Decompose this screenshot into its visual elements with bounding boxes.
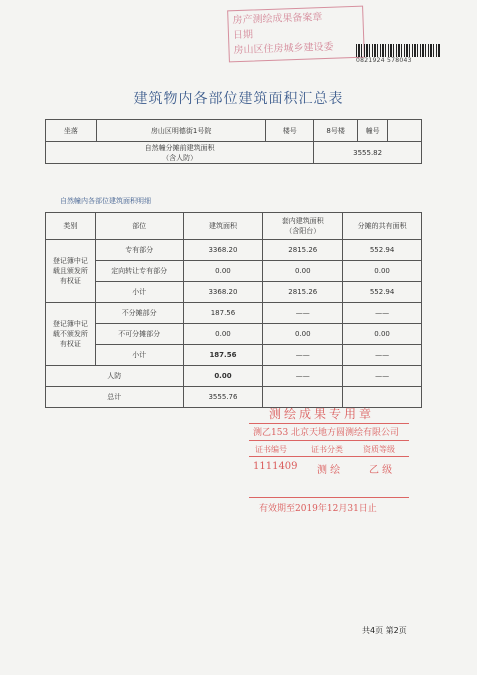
table-row: [46, 261, 422, 282]
cell-area: 0.00: [183, 324, 263, 345]
cell-area: 3368.20: [183, 282, 263, 303]
civil-defense-area: 0.00: [183, 366, 263, 387]
detail-title: 自然幢内各部位建筑面积明细: [60, 197, 151, 205]
filing-stamp-line3: 房山区住房城乡建设委: [233, 41, 334, 57]
table-row: [46, 282, 422, 303]
unit-label: 幢号: [358, 120, 388, 142]
filing-stamp: [227, 6, 365, 63]
unit-value: [388, 120, 422, 142]
barcode-bars: [356, 44, 440, 57]
group1-label-line1: 登记簿中记: [52, 257, 88, 265]
seal-divider: [249, 456, 409, 457]
cell-inner: ——: [263, 345, 343, 366]
cell-area: 3368.20: [183, 240, 263, 261]
seal-validity: 有效期至2019年12月31日止: [259, 504, 377, 514]
table-row: [46, 345, 422, 366]
cell-inner: 0.00: [263, 324, 343, 345]
header-inner-line2: （含阳台）: [285, 227, 321, 235]
total-area-label: [46, 142, 314, 164]
group2-label-line2: 载不颁发所: [52, 330, 88, 338]
filing-stamp-line2: 日期: [232, 29, 254, 42]
cell-inner: ——: [263, 303, 343, 324]
seal-divider: [249, 440, 409, 441]
seal-header-cert-type: 证书分类: [311, 445, 343, 454]
cell-area: 187.56: [183, 303, 263, 324]
cell-shared: 0.00: [343, 324, 422, 345]
header-area: 建筑面积: [183, 213, 263, 240]
header-inner-area: [263, 213, 343, 240]
cell-part: 定向转让专有部分: [95, 261, 183, 282]
location-label: 坐落: [46, 120, 97, 142]
header-shared-area: 分摊的共有面积: [343, 213, 422, 240]
seal-grade: 乙 级: [369, 465, 393, 476]
table-row: [46, 324, 422, 345]
cell-inner: 2815.26: [263, 240, 343, 261]
total-label: 总计: [46, 387, 184, 408]
cell-shared: 552.94: [343, 282, 422, 303]
cell-part: 不可分摊部分: [95, 324, 183, 345]
cell-area: 0.00: [183, 261, 263, 282]
group2-label: [46, 303, 96, 366]
cell-inner: 2815.26: [263, 282, 343, 303]
group1-label-line2: 载且颁发所: [52, 267, 88, 275]
barcode: [356, 44, 440, 64]
civil-defense-inner: ——: [263, 366, 343, 387]
cell-shared: ——: [343, 303, 422, 324]
cell-shared: 0.00: [343, 261, 422, 282]
total-area-value: 3555.82: [314, 142, 422, 164]
total-area-label-line2: （含人防）: [162, 153, 198, 162]
seal-divider: [249, 423, 409, 424]
group1-label-line3: 有权证: [59, 277, 81, 285]
cell-area: 187.56: [183, 345, 263, 366]
group1-label: [46, 240, 96, 303]
detail-table: [45, 212, 422, 408]
header-part: 部位: [95, 213, 183, 240]
cell-shared: ——: [343, 345, 422, 366]
building-label: 楼号: [266, 120, 314, 142]
info-table: [45, 119, 422, 164]
total-area-label-line1: 自然幢分摊前建筑面积: [144, 143, 215, 152]
cell-part: 不分摊部分: [95, 303, 183, 324]
seal-title: 测绘成果专用章: [269, 407, 375, 421]
cell-part: 小计: [95, 345, 183, 366]
cell-part: 专有部分: [95, 240, 183, 261]
group2-label-line3: 有权证: [59, 340, 81, 348]
table-row: [46, 240, 422, 261]
seal-cert-type: 测 绘: [317, 465, 341, 476]
seal-divider: [249, 497, 409, 498]
header-category: 类别: [46, 213, 96, 240]
filing-stamp-line1: 房产测绘成果备案章: [232, 12, 323, 27]
page-number: 共4页 第2页: [362, 626, 407, 635]
total-area: 3555.76: [183, 387, 263, 408]
seal-org: 测乙153 北京天地方圆测绘有限公司: [253, 428, 400, 438]
civil-defense-shared: ——: [343, 366, 422, 387]
building-value: 8号楼: [314, 120, 358, 142]
seal-header-cert-no: 证书编号: [255, 445, 287, 454]
cell-shared: 552.94: [343, 240, 422, 261]
cell-inner: 0.00: [263, 261, 343, 282]
table-row: [46, 366, 422, 387]
seal-cert-no: 1111409: [253, 461, 298, 472]
barcode-number: 0821924 578043: [356, 57, 412, 64]
group2-label-line1: 登记簿中记: [52, 320, 88, 328]
page-title: 建筑物内各部位建筑面积汇总表: [133, 91, 344, 107]
header-inner-line1: 套内建筑面积: [281, 217, 324, 225]
civil-defense-label: 人防: [46, 366, 184, 387]
seal-header-grade: 资质等级: [363, 445, 395, 454]
location-value: 房山区明德街1号院: [96, 120, 265, 142]
cell-part: 小计: [95, 282, 183, 303]
table-row: [46, 303, 422, 324]
surveying-seal: [249, 403, 414, 521]
